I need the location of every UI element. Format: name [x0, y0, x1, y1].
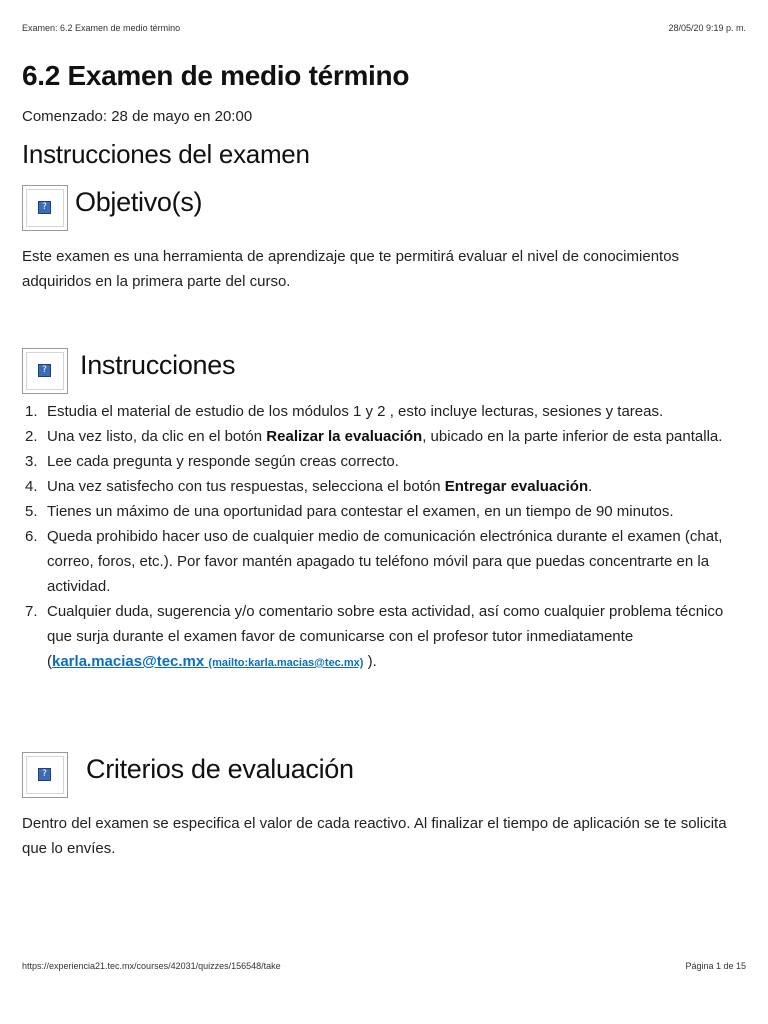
list-item	[22, 599, 742, 676]
button-name-entregar: Entregar evaluación	[444, 478, 589, 495]
tutor-email-link[interactable]	[52, 653, 363, 670]
list-number: 1.	[25, 403, 38, 420]
help-icon: ?	[38, 364, 51, 377]
instructions-list	[22, 399, 742, 676]
list-number: 3.	[25, 453, 38, 470]
page-title: 6.2 Examen de medio término	[22, 60, 410, 91]
list-text: Estudia el material de estudio de los módulos 1 y 2 , esto incluye lecturas, sesiones y tareas.	[47, 403, 664, 420]
page-number: Página 1 de 15	[685, 961, 746, 971]
list-text: , ubicado en la parte inferior de esta pantalla.	[422, 428, 723, 445]
instrucciones-heading: Instrucciones	[80, 350, 236, 380]
started-timestamp: Comenzado: 28 de mayo en 20:00	[22, 108, 253, 125]
list-item	[22, 524, 742, 599]
list-item	[22, 499, 742, 524]
mailto-url: (mailto:karla.macias@tec.mx)	[208, 657, 364, 669]
print-header-title: Examen: 6.2 Examen de medio término	[22, 23, 181, 33]
objetivos-heading: Objetivo(s)	[75, 187, 203, 217]
objetivos-image-placeholder	[22, 185, 68, 231]
instrucciones-image-placeholder	[22, 348, 68, 394]
print-header-datetime: 28/05/20 9:19 p. m.	[668, 23, 746, 33]
page-url: https://experiencia21.tec.mx/courses/42031/quizzes/156548/take	[22, 961, 281, 971]
list-item	[22, 399, 742, 424]
list-number: 5.	[25, 503, 38, 520]
help-icon: ?	[38, 768, 51, 781]
instructions-heading: Instrucciones del examen	[22, 139, 310, 169]
list-item	[22, 474, 742, 499]
criterios-heading: Criterios de evaluación	[86, 754, 354, 784]
criterios-image-placeholder	[22, 752, 68, 798]
list-text: Cualquier duda, sugerencia y/o comentario sobre esta actividad, así como cualquier problema técnico que surja durante el examen favor de comunicarse con el profesor tutor inmediatamente (	[47, 603, 724, 670]
list-text: Una vez listo, da clic en el botón	[47, 428, 267, 445]
list-number: 4.	[25, 478, 38, 495]
list-item	[22, 449, 742, 474]
objetivos-text: Este examen es una herramienta de aprendizaje que te permitirá evaluar el nivel de conocimientos adquiridos en la primera parte del curso.	[22, 248, 680, 290]
list-number: 7.	[25, 603, 38, 620]
list-text: Lee cada pregunta y responde según creas correcto.	[47, 453, 399, 470]
help-icon: ?	[38, 201, 51, 214]
list-text: Queda prohibido hacer uso de cualquier medio de comunicación electrónica durante el examen (chat, correo, foros, etc.). Por favor mantén apagado tu teléfono móvil para que puedas concentrarte en la actividad.	[47, 528, 723, 595]
criterios-text: Dentro del examen se especifica el valor de cada reactivo. Al finalizar el tiempo de aplicación se te solicita que lo envíes.	[22, 815, 727, 857]
print-header	[22, 23, 746, 33]
list-text: .	[588, 478, 593, 495]
button-name-realizar: Realizar la evaluación	[266, 428, 423, 445]
print-footer	[22, 961, 746, 971]
list-number: 2.	[25, 428, 38, 445]
email-address: karla.macias@tec.mx	[52, 653, 205, 670]
list-text: Una vez satisfecho con tus respuestas, selecciona el botón	[47, 478, 445, 495]
list-text: Tienes un máximo de una oportunidad para contestar el examen, en un tiempo de 90 minutos.	[47, 503, 674, 520]
list-item	[22, 424, 742, 449]
list-text: ).	[363, 653, 377, 670]
list-number: 6.	[25, 528, 38, 545]
